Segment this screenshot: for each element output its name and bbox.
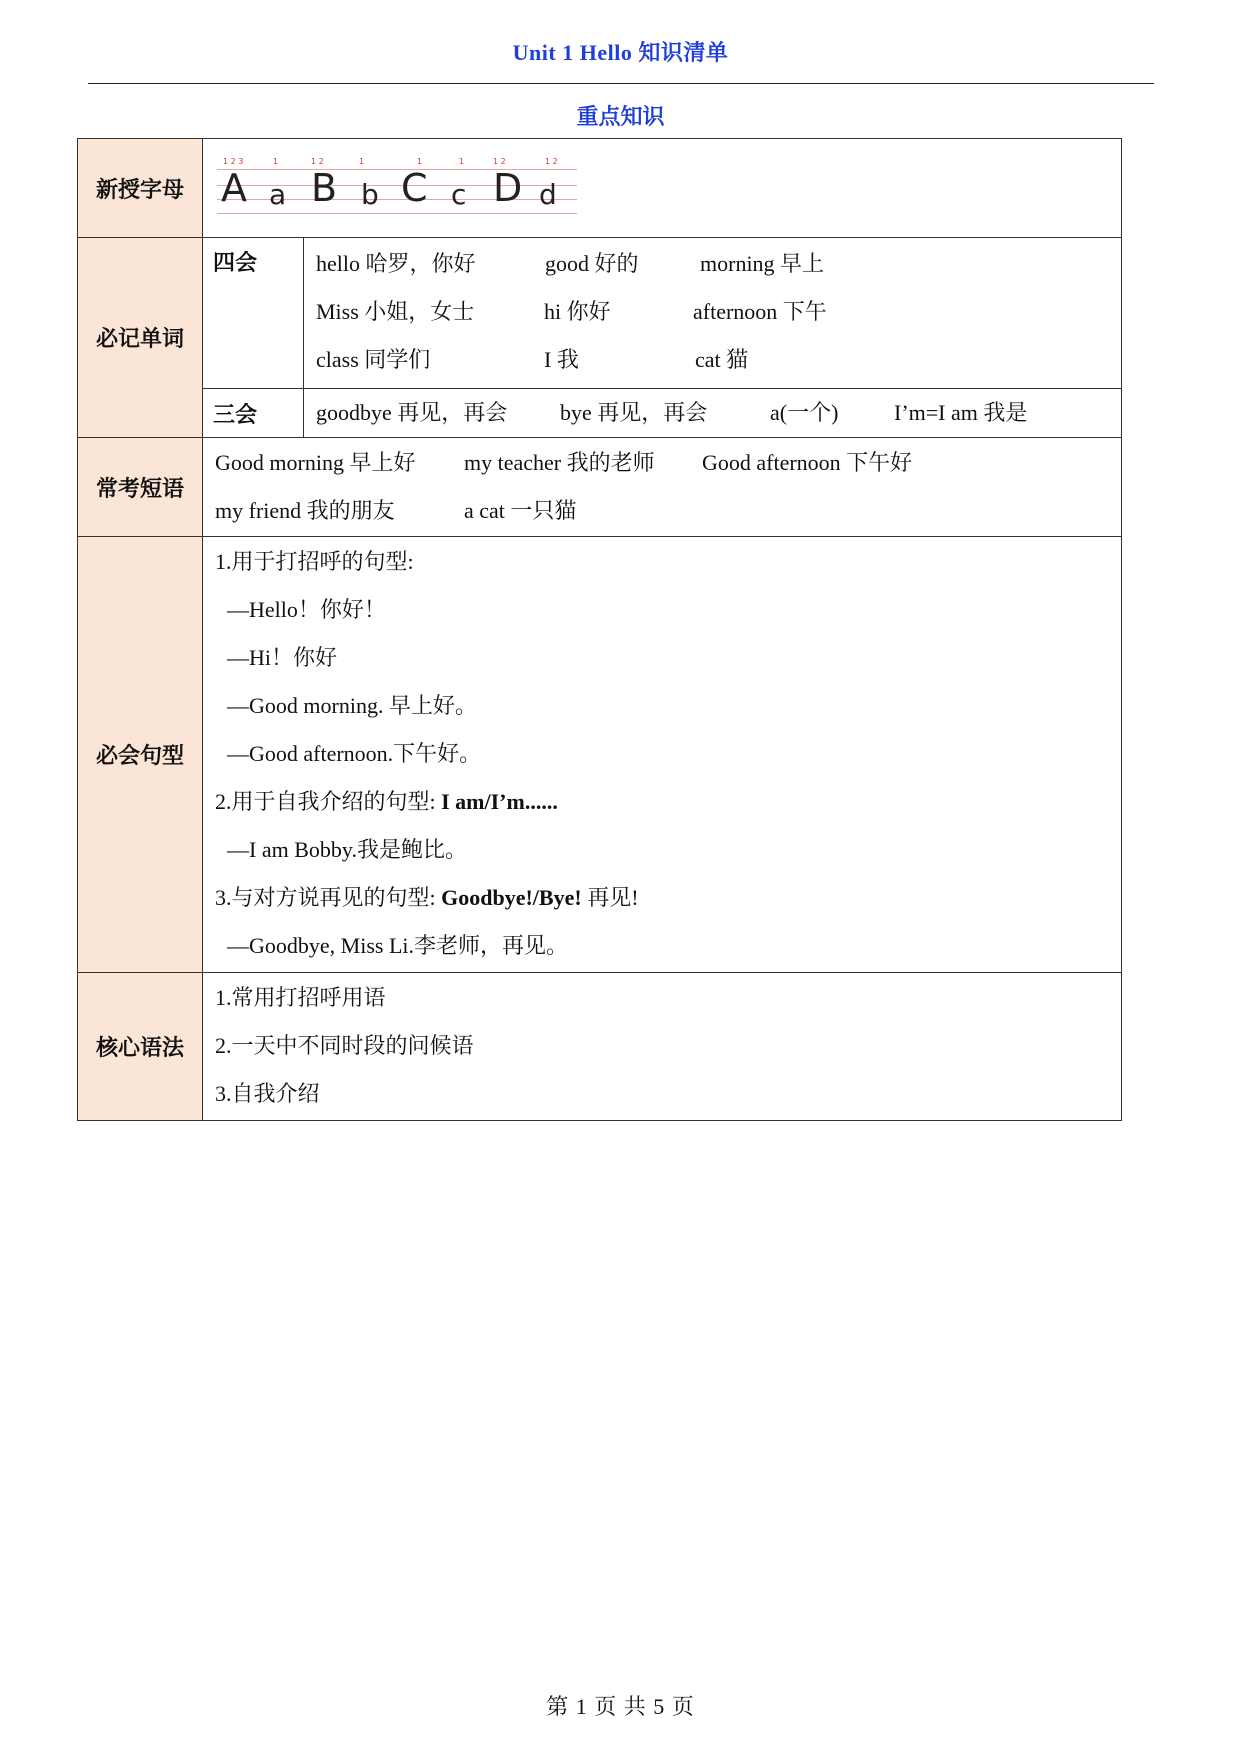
category-grammar: 核心语法 (78, 973, 203, 1121)
four-words-cell (304, 238, 1122, 389)
sentence-example: —Hi！你好 (227, 645, 338, 670)
row-phrases (78, 438, 1122, 537)
sentences-cell (203, 537, 1122, 973)
knowledge-table (77, 138, 1122, 1121)
letter-d: 1 2 d (539, 157, 558, 211)
letter-A: 1 2 3 A (221, 157, 247, 210)
category-sentences: 必会句型 (78, 537, 203, 973)
row-grammar (78, 973, 1122, 1121)
sentence-heading: 2.用于自我介绍的句型: I am/I’m...... (215, 789, 558, 814)
phrase-line: my friend 我的朋友 a cat 一只猫 (215, 498, 577, 523)
level-three-label: 三会 (203, 389, 304, 438)
phrases-cell (203, 438, 1122, 537)
pattern-bold: I am/I’m...... (441, 789, 558, 814)
sentence-example: —Goodbye, Miss Li.李老师，再见。 (227, 933, 569, 958)
letters-cell (203, 139, 1122, 238)
grammar-cell (203, 973, 1122, 1121)
word-line: class 同学们 I 我 cat 猫 (316, 347, 749, 372)
sentence-example: —Good morning. 早上好。 (227, 693, 477, 718)
category-letters: 新授字母 (78, 139, 203, 238)
pattern-bold: Goodbye!/Bye! (441, 885, 582, 910)
row-letters (78, 139, 1122, 238)
sentence-heading: 1.用于打招呼的句型: (215, 549, 414, 574)
grammar-item: 1.常用打招呼用语 (215, 985, 386, 1010)
letter-C: 1 C (401, 157, 428, 210)
title-divider (88, 83, 1154, 84)
category-phrases: 常考短语 (78, 438, 203, 537)
letter-a: 1 a (269, 157, 287, 211)
word-line: hello 哈罗，你好 good 好的 morning 早上 (316, 251, 825, 276)
three-words-cell (304, 389, 1122, 438)
letter-c: 1 c (451, 157, 467, 211)
word-line: goodbye 再见，再会 bye 再见，再会 a(一个) I’m=I am 我是 (316, 400, 1028, 425)
word-line: Miss 小姐，女士 hi 你好 afternoon 下午 (316, 299, 827, 324)
grammar-item: 2.一天中不同时段的问候语 (215, 1033, 474, 1058)
page-footer: 第 1 页 共 5 页 (546, 1694, 695, 1719)
level-four-label: 四会 (203, 238, 304, 389)
row-words-four (78, 238, 1122, 389)
document-title: Unit 1 Hello 知识清单 (512, 40, 729, 65)
row-words-three (78, 389, 1122, 438)
row-sentences (78, 537, 1122, 973)
category-words: 必记单词 (78, 238, 203, 438)
letter-b: 1 b (359, 157, 379, 211)
phrase-line: Good morning 早上好 my teacher 我的老师 Good afternoon 下午好 (215, 450, 913, 475)
section-title: 重点知识 (576, 104, 665, 129)
letter-writing-guide (217, 159, 577, 215)
sentence-example: —Hello！你好！ (227, 597, 386, 622)
sentence-heading: 3.与对方说再见的句型: Goodbye!/Bye! 再见! (215, 885, 639, 910)
sentence-example: —I am Bobby.我是鲍比。 (227, 837, 467, 862)
letter-B: 1 2 B (311, 157, 338, 210)
sentence-example: —Good afternoon.下午好。 (227, 741, 482, 766)
letter-D: 1 2 D (493, 157, 523, 210)
grammar-item: 3.自我介绍 (215, 1081, 320, 1106)
